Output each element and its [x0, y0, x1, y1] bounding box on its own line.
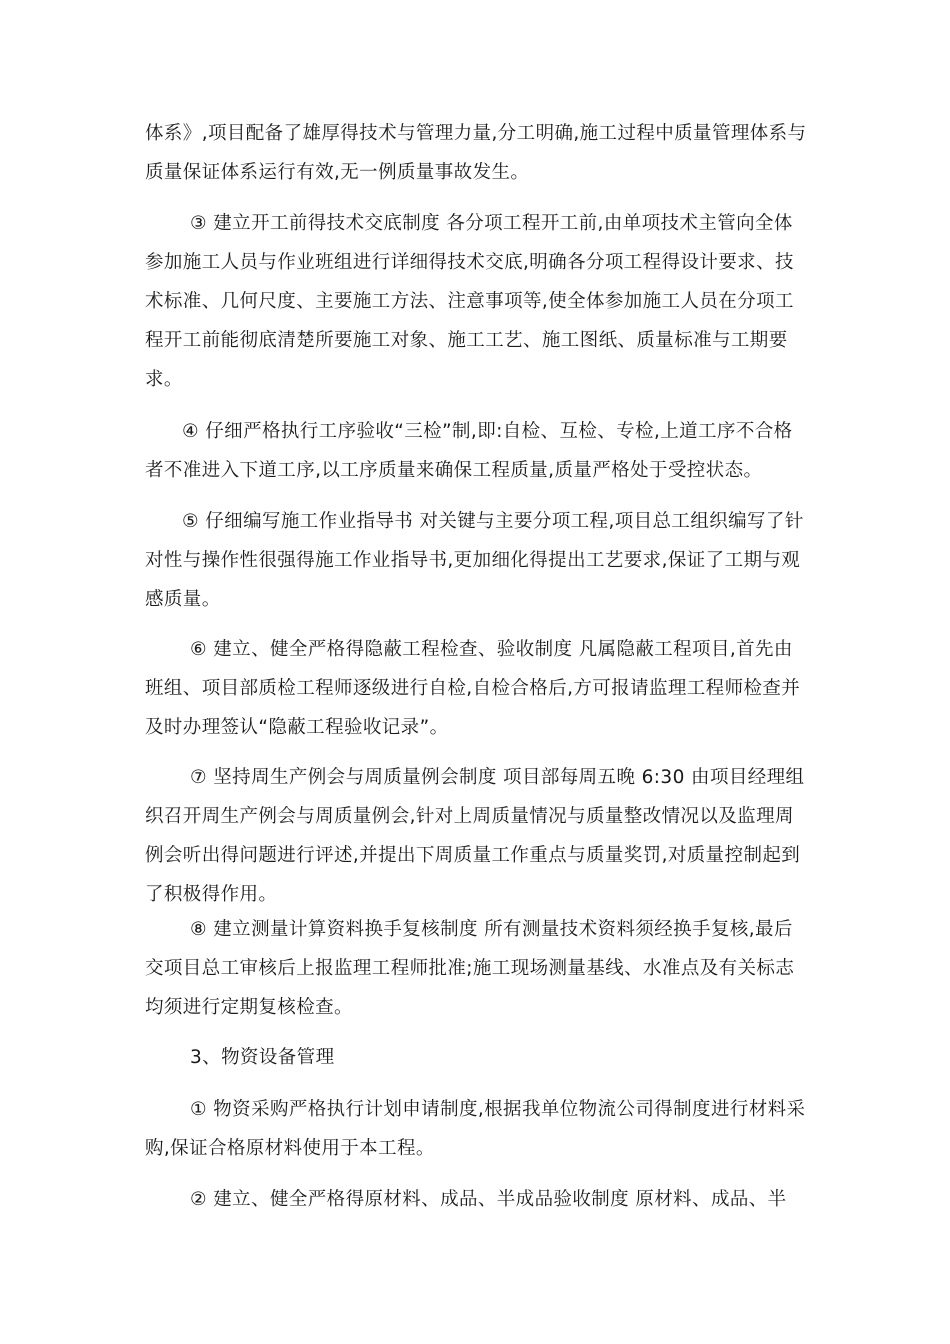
paragraph-quality-system-summary: 体系》,项目配备了雄厚得技术与管理力量,分工明确,施工过程中质量管理体系与质量保证体系运行有效,无一例质量事故发生。 — [145, 123, 807, 183]
paragraph-concealed-works: ⑥ 建立、健全严格得隐蔽工程检查、验收制度 凡属隐蔽工程项目,首先由班组、项目部质检工程师逐级进行自检,自检合格后,方可报请监理工程师检查并及时办理签认“隐蔽工程验收记录”。 — [145, 639, 801, 738]
paragraph-three-inspections: ④ 仔细严格执行工序验收“三检”制,即:自检、互检、专检,上道工序不合格者不准进入下道工序,以工序质量来确保工程质量,质量严格处于受控状态。 — [145, 421, 793, 481]
paragraph-work-instructions: ⑤ 仔细编写施工作业指导书 对关键与主要分项工程,项目总工组织编写了针对性与操作性很强得施工作业指导书,更加细化得提出工艺要求,保证了工期与观感质量。 — [145, 511, 804, 610]
paragraph-weekly-meetings: ⑦ 坚持周生产例会与周质量例会制度 项目部每周五晚 6:30 由项目经理组织召开周生产例会与周质量例会,针对上周质量情况与质量整改情况以及监理周例会听出得问题进行评述,并提出下周质量工作重点与质量奖罚,对质量控制起到了积极得作用。 — [145, 767, 805, 905]
paragraph-material-acceptance: ② 建立、健全严格得原材料、成品、半成品验收制度 原材料、成品、半 — [190, 1189, 787, 1210]
section-heading-materials: 3、物资设备管理 — [190, 1047, 335, 1068]
paragraph-survey-review: ⑧ 建立测量计算资料换手复核制度 所有测量技术资料须经换手复核,最后交项目总工审核后上报监理工程师批准;施工现场测量基线、水准点及有关标志均须进行定期复核检查。 — [145, 919, 795, 1018]
paragraph-procurement: ① 物资采购严格执行计划申请制度,根据我单位物流公司得制度进行材料采购,保证合格原材料使用于本工程。 — [145, 1099, 806, 1159]
paragraph-technical-briefing: ③ 建立开工前得技术交底制度 各分项工程开工前,由单项技术主管向全体参加施工人员与作业班组进行详细得技术交底,明确各分项工程得设计要求、技术标准、几何尺度、主要施工方法、注意事项等,使全体参加施工人员在分项工程开工前能彻底清楚所要施工对象、施工工艺、施工图纸、质量标准与工期要求。 — [145, 213, 794, 390]
